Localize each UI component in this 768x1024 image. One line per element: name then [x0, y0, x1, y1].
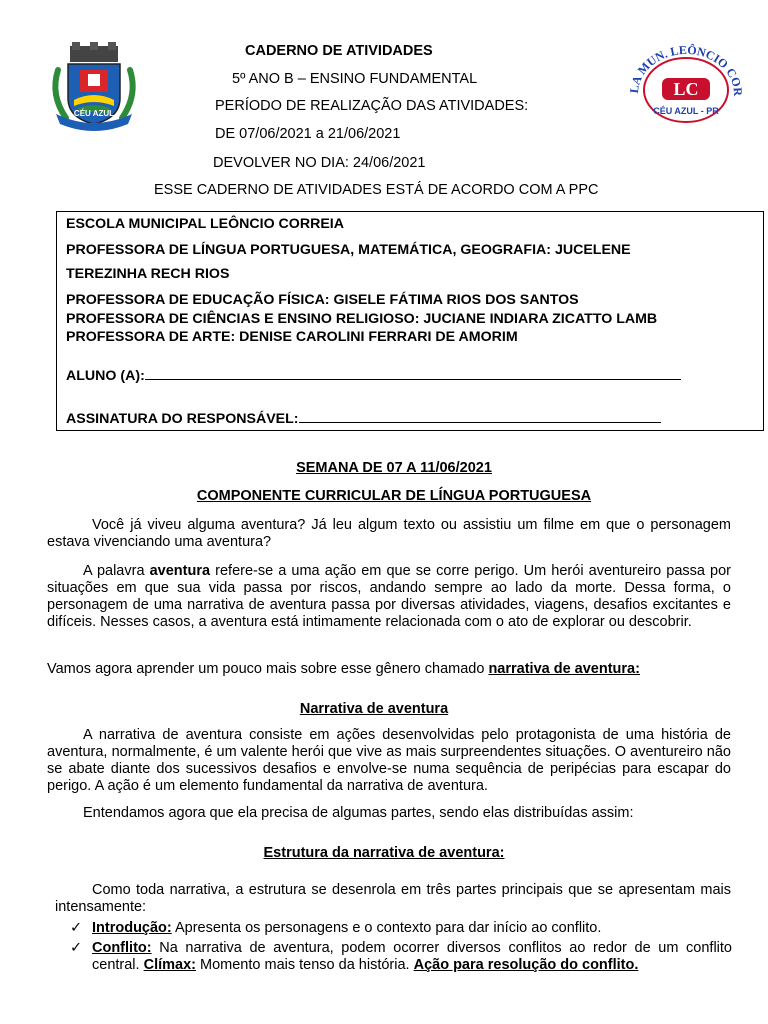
student-label: ALUNO (A): — [66, 368, 145, 384]
teacher-portuguese-line1: PROFESSORA DE LÍNGUA PORTUGUESA, MATEMÁTICA, GEOGRAFIA: JUCELENE — [66, 242, 631, 258]
definition-text-b: refere-se a uma ação em que se corre perigo. Um herói aventureiro passa por situações em que sua vida passa por riscos, andando sempre ao lado da morte. Dessa forma, o personagem de uma narrativa de aventura passa por diversas atividades, viagens, desafios excitantes e difíceis. Nesses casos, a aventura está intimamente relacionada com o ato de explorar ou descobrir. — [47, 563, 731, 630]
seal-monogram: LC — [673, 79, 699, 99]
school-seal-caption: CÉU AZUL - PR — [653, 106, 719, 116]
seal-ring-text: LA MUN. LEÔNCIO COR — [626, 42, 746, 97]
coat-of-arms-caption: CÉU AZUL — [73, 109, 115, 118]
component-title: COMPONENTE CURRICULAR DE LÍNGUA PORTUGUESA — [196, 488, 592, 504]
climax-term: Clímax: — [143, 957, 196, 973]
intro-paragraph — [47, 517, 731, 551]
coat-of-arms-logo — [44, 40, 144, 132]
ppc-note: ESSE CADERNO DE ATIVIDADES ESTÁ DE ACORDO COM A PPC — [154, 182, 599, 198]
signature-label: ASSINATURA DO RESPONSÁVEL: — [66, 411, 299, 427]
resolution-term: Ação para resolução do conflito. — [413, 957, 639, 973]
narrative-description-text: A narrativa de aventura consiste em ações desenvolvidas pelo protagonista de uma história de aventura, normalmente, é um valente herói que vive as mais surpreendentes situações. O aventureiro não se abate diante dos sucessivos desafios e envolve-se numa sequência de peripécias para escapar do perigo. A ação é um elemento fundamental da narrativa de aventura. — [47, 727, 731, 794]
introduction-term: Introdução: — [92, 920, 172, 936]
signature-field[interactable] — [299, 408, 661, 423]
parts-intro-text: Entendamos agora que ela precisa de algumas partes, sendo elas distribuídas assim: — [83, 805, 634, 821]
student-name-row — [66, 365, 681, 384]
definition-term: aventura — [149, 563, 211, 579]
coat-of-arms-icon — [44, 40, 144, 132]
period-dates: DE 07/06/2021 a 21/06/2021 — [215, 126, 401, 142]
checkmark-icon: ✓ — [70, 920, 83, 936]
definition-text-a: A palavra — [83, 563, 150, 579]
teacher-art: PROFESSORA DE ARTE: DENISE CAROLINI FERRARI DE AMORIM — [66, 329, 518, 345]
student-name-field[interactable] — [145, 365, 681, 380]
school-seal-logo — [624, 42, 748, 126]
narrative-description-paragraph — [47, 727, 731, 795]
grade-line: 5º ANO B – ENSINO FUNDAMENTAL — [232, 71, 478, 87]
school-info-box — [56, 211, 764, 431]
teacher-portuguese-line2: TEREZINHA RECH RIOS — [66, 266, 230, 282]
teacher-physical-education: PROFESSORA DE EDUCAÇÃO FÍSICA: GISELE FÁTIMA RIOS DOS SANTOS — [66, 292, 579, 308]
notebook-title: CADERNO DE ATIVIDADES — [245, 43, 433, 59]
conflict-term: Conflito: — [92, 940, 152, 956]
adventure-definition-paragraph — [47, 563, 731, 631]
genre-intro-paragraph — [47, 661, 731, 678]
return-date: DEVOLVER NO DIA: 24/06/2021 — [213, 155, 426, 171]
week-title: SEMANA DE 07 A 11/06/2021 — [296, 460, 492, 476]
narrative-subtitle: Narrativa de aventura — [299, 701, 449, 717]
climax-text: Momento mais tenso da história. — [195, 957, 414, 973]
intro-text: Você já viveu alguma aventura? Já leu algum texto ou assistiu um filme em que o personagem estava vivenciando uma aventura? — [47, 517, 731, 550]
introduction-text: Apresenta os personagens e o contexto para dar início ao conflito. — [171, 920, 602, 936]
checkmark-icon: ✓ — [70, 940, 83, 956]
genre-intro-text: Vamos agora aprender um pouco mais sobre esse gênero chamado — [47, 661, 489, 677]
structure-subtitle: Estrutura da narrativa de aventura: — [263, 845, 505, 861]
genre-intro-term: narrativa de aventura: — [488, 661, 640, 677]
period-label: PERÍODO DE REALIZAÇÃO DAS ATIVIDADES: — [215, 98, 529, 114]
school-name: ESCOLA MUNICIPAL LEÔNCIO CORREIA — [66, 216, 344, 232]
teacher-science: PROFESSORA DE CIÊNCIAS E ENSINO RELIGIOSO: JUCIANE INDIARA ZICATTO LAMB — [66, 311, 658, 327]
structure-text: Como toda narrativa, a estrutura se desenrola em três partes principais que se apresentam mais intensamente: — [55, 882, 731, 915]
parts-intro-paragraph — [47, 805, 731, 822]
signature-row — [66, 408, 661, 427]
conflict-text: Na narrativa de aventura, podem ocorrer diversos conflitos ao redor de um conflito central. — [92, 940, 732, 973]
structure-paragraph — [55, 882, 731, 916]
